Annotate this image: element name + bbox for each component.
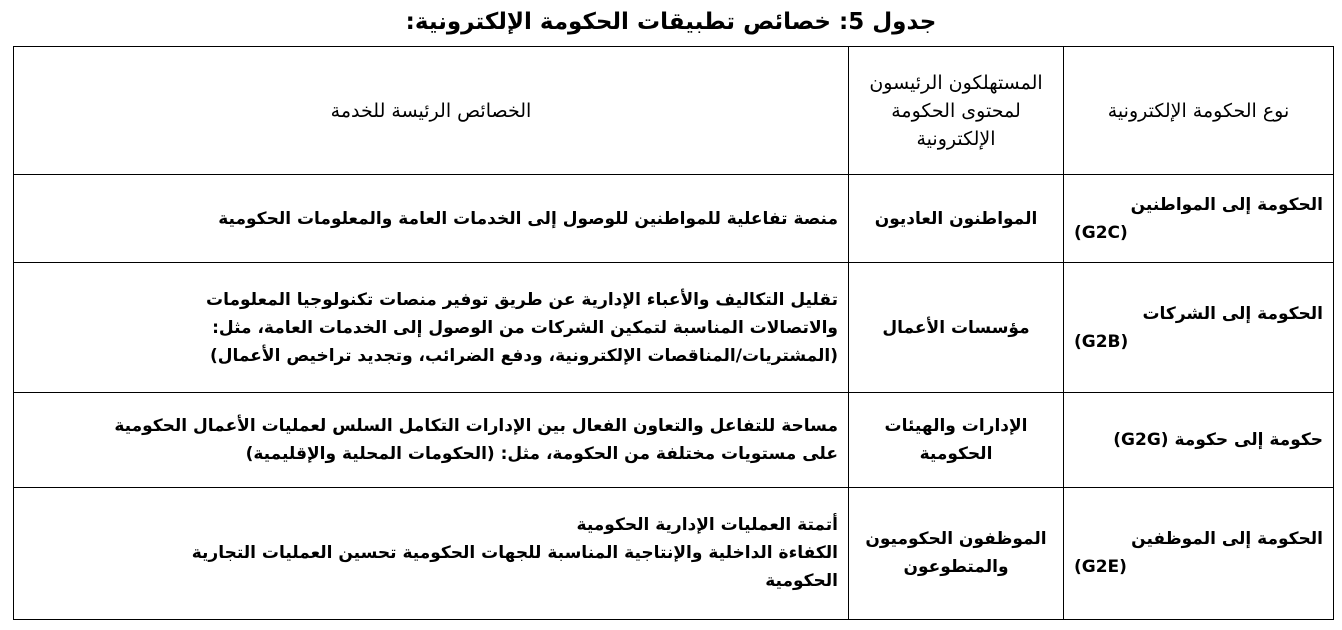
table-row-g2b xyxy=(14,263,1334,393)
type-cell xyxy=(1064,175,1334,263)
type-code: (G2G) xyxy=(1113,430,1169,451)
header-row xyxy=(14,47,1334,175)
type-label: حكومة إلى حكومة xyxy=(1174,430,1323,451)
features-cell xyxy=(14,175,849,263)
consumer-line: الموظفون الحكوميون xyxy=(865,529,1047,550)
feature-line: مساحة للتفاعل والتعاون الفعال بين الإدارات التكامل السلس لعمليات الأعمال الحكومية xyxy=(114,416,838,437)
consumer-line: الإدارات والهيئات xyxy=(884,416,1028,437)
feature-line: منصة تفاعلية للمواطنين للوصول إلى الخدمات العامة والمعلومات الحكومية xyxy=(218,208,838,229)
feature-line: الحكومية xyxy=(765,571,838,592)
consumer-cell xyxy=(849,263,1064,393)
feature-line: على مستويات مختلفة من الحكومة، مثل: (الحكومات المحلية والإقليمية) xyxy=(245,444,838,465)
type-cell xyxy=(1064,487,1334,619)
type-code: (G2C) xyxy=(1074,222,1128,243)
table-caption: جدول 5: خصائص تطبيقات الحكومة الإلكترونية: xyxy=(405,9,937,35)
type-label: الحكومة إلى الموظفين xyxy=(1131,529,1323,550)
type-code: (G2B) xyxy=(1074,331,1129,352)
features-table xyxy=(13,46,1334,620)
feature-line: والاتصالات المناسبة لتمكين الشركات من الوصول إلى الخدمات العامة، مثل: xyxy=(212,317,838,338)
consumer-line: الحكومية xyxy=(919,444,993,465)
consumer-cell xyxy=(849,487,1064,619)
table-row-g2g xyxy=(14,393,1334,487)
header-consumers-line: المستهلكون الرئيسون xyxy=(869,71,1043,94)
header-consumers-line: لمحتوى الحكومة xyxy=(891,99,1021,122)
consumer-cell xyxy=(849,393,1064,487)
features-cell xyxy=(14,263,849,393)
type-cell xyxy=(1064,263,1334,393)
type-label: الحكومة إلى الشركات xyxy=(1142,303,1323,324)
header-consumers xyxy=(849,47,1064,175)
header-type: نوع الحكومة الإلكترونية xyxy=(1064,47,1334,175)
consumer-cell xyxy=(849,175,1064,263)
table-row-g2e xyxy=(14,487,1334,619)
feature-line: (المشتريات/المناقصات الإلكترونية، ودفع الضرائب، وتجديد تراخيص الأعمال) xyxy=(210,345,838,366)
type-cell xyxy=(1064,393,1334,487)
feature-line: تقليل التكاليف والأعباء الإدارية عن طريق توفير منصات تكنولوجيا المعلومات xyxy=(206,289,838,310)
header-consumers-line: الإلكترونية xyxy=(916,127,996,150)
type-label: الحكومة إلى المواطنين xyxy=(1130,194,1323,215)
feature-line: الكفاءة الداخلية والإنتاجية المناسبة للجهات الحكومية تحسين العمليات التجارية xyxy=(191,543,838,564)
feature-line: أتمتة العمليات الإدارية الحكومية xyxy=(576,515,838,536)
consumer-line: المواطنون العاديون xyxy=(874,208,1038,229)
header-features: الخصائص الرئيسة للخدمة xyxy=(14,47,849,175)
features-cell xyxy=(14,487,849,619)
consumer-line: والمتطوعون xyxy=(903,557,1009,578)
consumer-line: مؤسسات الأعمال xyxy=(882,317,1030,338)
type-code: (G2E) xyxy=(1074,557,1127,578)
features-cell xyxy=(14,393,849,487)
table-row-g2c xyxy=(14,175,1334,263)
